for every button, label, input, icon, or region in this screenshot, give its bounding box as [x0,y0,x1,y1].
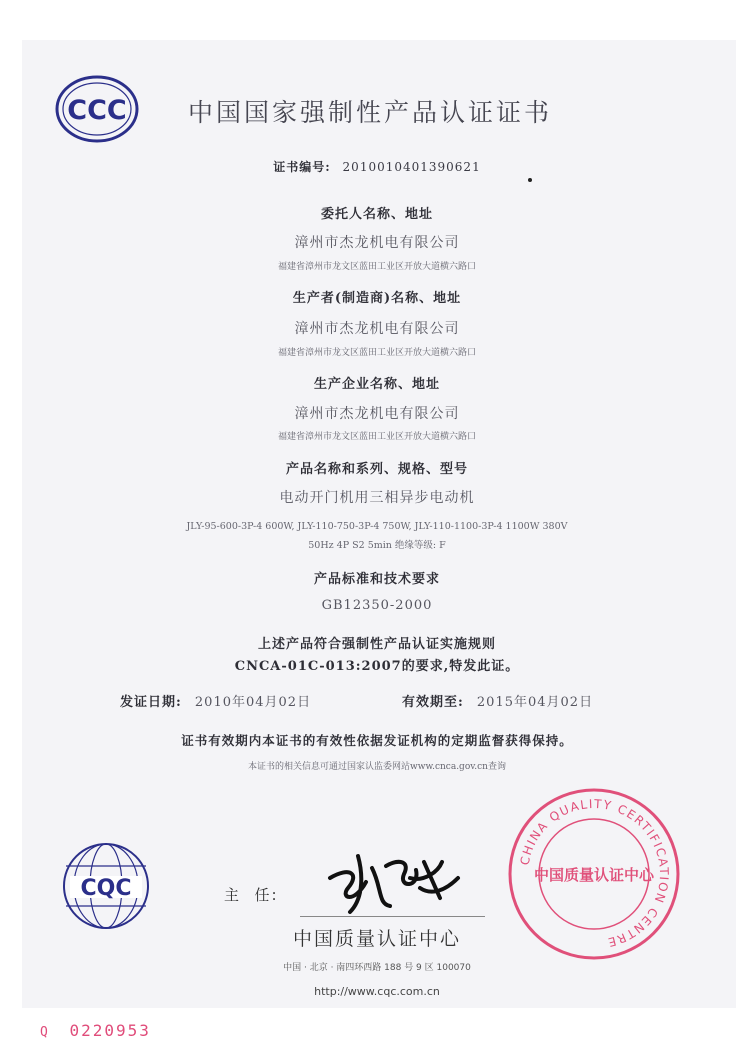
org-address: 中国 · 北京 · 南四环西路 188 号 9 区 100070 [283,963,471,973]
issue-date-row [120,691,311,710]
director-signature [320,848,470,918]
certificate-number-label: 证书编号: [273,160,331,174]
expiry-date: 2015年04月02日 [476,695,594,710]
certificate-number: 2010010401390621 [342,160,481,174]
product-name: 电动开门机用三相异步电动机 [279,490,475,506]
statement-line2: CNCA-01C-013:2007的要求,特发此证。 [234,659,520,674]
serial-number: 0220953 [69,1021,151,1040]
factory-name: 漳州市杰龙机电有限公司 [294,406,460,422]
red-seal [506,786,682,962]
seal-inner-text: 中国质量认证中心 [533,866,655,884]
certificate-number-row [0,158,754,175]
statement-line1: 上述产品符合强制性产品认证实施规则 [257,637,496,652]
standard-value: GB12350-2000 [321,598,433,613]
issue-date-label: 发证日期: [120,695,182,710]
expiry-date-label: 有效期至: [402,695,464,710]
product-spec-line2: 50Hz 4P S2 5min 绝缘等级: F [308,540,446,551]
ccc-logo [52,72,142,146]
applicant-name: 漳州市杰龙机电有限公司 [294,235,460,251]
issue-date: 2010年04月02日 [194,695,312,710]
manufacturer-address: 福建省漳州市龙文区蓝田工业区开放大道横六路口 [277,348,476,358]
applicant-label: 委托人名称、地址 [320,207,433,222]
ccc-logo-text: CCC [67,95,127,126]
org-website: http://www.cqc.com.cn [314,985,440,998]
serial-prefix: Q [40,1025,50,1040]
factory-label: 生产企业名称、地址 [313,377,440,392]
serial-number-row [40,1021,151,1040]
org-name: 中国质量认证中心 [292,928,461,950]
product-spec-line1: JLY-95-600-3P-4 600W, JLY-110-750-3P-4 750W, JLY-110-1100-3P-4 1100W 380V [186,521,568,532]
director-label: 主 任: [224,886,279,904]
signature-line [300,916,485,917]
applicant-address: 福建省漳州市龙文区蓝田工业区开放大道横六路口 [277,262,476,272]
query-note: 本证书的相关信息可通过国家认监委网站www.cnca.gov.cn查询 [248,762,506,772]
factory-address: 福建省漳州市龙文区蓝田工业区开放大道横六路口 [277,432,476,442]
manufacturer-label: 生产者(制造商)名称、地址 [292,291,462,306]
standard-label: 产品标准和技术要求 [313,572,440,587]
certificate-title: 中国国家强制性产品认证证书 [188,98,553,127]
manufacturer-name: 漳州市杰龙机电有限公司 [294,321,460,337]
product-label: 产品名称和系列、规格、型号 [285,462,468,477]
seal-ring-text: CHINA QUALITY CERTIFICATION CENTRE [517,796,672,950]
cqc-logo [60,840,152,932]
expiry-date-row [402,691,593,710]
ink-dot [528,178,532,182]
validity-note: 证书有效期内本证书的有效性依据发证机构的定期监督获得保持。 [181,733,573,748]
cqc-logo-text: CQC [80,876,132,901]
